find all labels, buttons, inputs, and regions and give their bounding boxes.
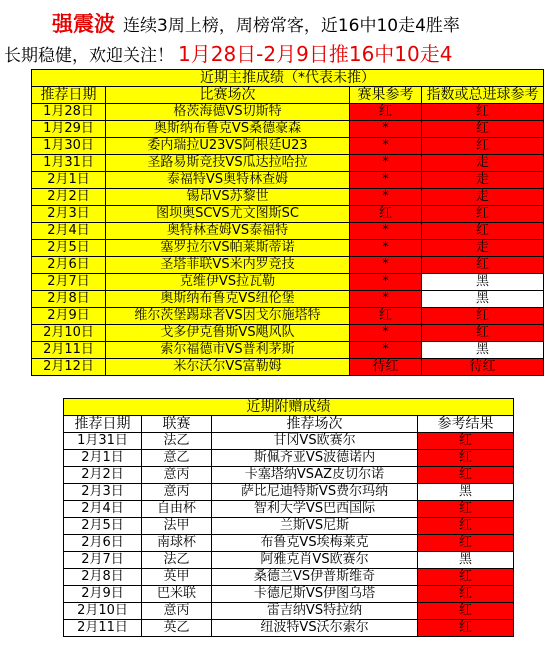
- row-match: 桑德兰VS伊普斯维奇: [212, 569, 418, 586]
- row-match: 卡塞塔纳VSAZ皮切尔诺: [212, 467, 418, 484]
- header-index: 指数或总进球参考: [422, 87, 544, 104]
- row-match: 泰福特VS奥特林查姆: [106, 172, 350, 189]
- row-date: 2月7日: [32, 274, 106, 291]
- table-row: [64, 535, 514, 552]
- row-date: 2月12日: [32, 359, 106, 376]
- table-row: [32, 172, 544, 189]
- row-result: 红: [350, 308, 422, 325]
- row-match: 甘冈VS欧赛尔: [212, 433, 418, 450]
- gift-record-table: [63, 398, 514, 637]
- table-row: [32, 138, 544, 155]
- banner-text-2: 长期稳健，欢迎关注！: [4, 46, 174, 66]
- row-date: 2月1日: [32, 172, 106, 189]
- row-index: 黑: [422, 342, 544, 359]
- row-match: 纽波特VS沃尔索尔: [212, 620, 418, 637]
- expert-name: 强震波: [52, 12, 115, 36]
- table-row: [32, 155, 544, 172]
- table-row: [64, 620, 514, 637]
- table-row: [64, 552, 514, 569]
- row-date: 2月4日: [32, 223, 106, 240]
- row-result: *: [350, 121, 422, 138]
- row-date: 2月4日: [64, 501, 142, 518]
- row-date: 2月6日: [32, 257, 106, 274]
- table-row: [64, 569, 514, 586]
- table-row: [32, 189, 544, 206]
- row-result: 黑: [418, 484, 514, 501]
- row-date: 1月31日: [32, 155, 106, 172]
- row-result: 红: [418, 586, 514, 603]
- row-match: 戈多伊克鲁斯VS飓风队: [106, 325, 350, 342]
- row-league: 意丙: [142, 603, 212, 620]
- table-row: [32, 325, 544, 342]
- row-result: 红: [418, 501, 514, 518]
- header-result: 赛果参考: [350, 87, 422, 104]
- table-row: [32, 308, 544, 325]
- table-row: [64, 433, 514, 450]
- row-date: 2月7日: [64, 552, 142, 569]
- row-index: 红: [422, 257, 544, 274]
- row-date: 2月9日: [64, 586, 142, 603]
- row-match: 克维伊VS拉瓦勒: [106, 274, 350, 291]
- row-match: 维尔茨堡踢球者VS因戈尔施塔特: [106, 308, 350, 325]
- row-match: 兰斯VS尼斯: [212, 518, 418, 535]
- table-row: [64, 467, 514, 484]
- row-result: 红: [418, 518, 514, 535]
- row-result: 待红: [350, 359, 422, 376]
- gift-table-title: 近期附赠成绩: [64, 399, 514, 416]
- row-index: 走: [422, 155, 544, 172]
- header-date: 推荐日期: [32, 87, 106, 104]
- row-result: 红: [350, 104, 422, 121]
- row-index: 红: [422, 104, 544, 121]
- row-match: 索尔福德市VS普利茅斯: [106, 342, 350, 359]
- row-match: 奥斯纳布鲁克VS桑德豪森: [106, 121, 350, 138]
- row-result: *: [350, 291, 422, 308]
- row-match: 米尔沃尔VS富勒姆: [106, 359, 350, 376]
- row-league: 法乙: [142, 433, 212, 450]
- row-index: 红: [422, 121, 544, 138]
- row-result: *: [350, 223, 422, 240]
- row-match: 圣路易斯竞技VS瓜达拉哈拉: [106, 155, 350, 172]
- main-table-title-row: [32, 70, 544, 87]
- row-date: 2月11日: [32, 342, 106, 359]
- banner-line2: [4, 38, 452, 67]
- row-result: *: [350, 138, 422, 155]
- row-result: 红: [418, 450, 514, 467]
- row-league: 巴米联: [142, 586, 212, 603]
- row-date: 2月8日: [32, 291, 106, 308]
- row-match: 奥斯纳布鲁克VS纽伦堡: [106, 291, 350, 308]
- table-row: [32, 104, 544, 121]
- row-date: 2月5日: [32, 240, 106, 257]
- table-row: [32, 257, 544, 274]
- row-league: 法甲: [142, 518, 212, 535]
- row-result: *: [350, 274, 422, 291]
- row-date: 2月3日: [64, 484, 142, 501]
- row-index: 红: [422, 223, 544, 240]
- row-index: 红: [422, 325, 544, 342]
- row-date: 2月10日: [32, 325, 106, 342]
- table-row: [64, 484, 514, 501]
- main-record-table: [31, 69, 544, 376]
- row-league: 自由杯: [142, 501, 212, 518]
- main-table-header-row: [32, 87, 544, 104]
- main-table-title: 近期主推成绩（*代表未推）: [32, 70, 544, 87]
- row-result: *: [350, 257, 422, 274]
- table-row: [32, 240, 544, 257]
- table-row: [32, 223, 544, 240]
- banner: [0, 0, 547, 68]
- row-result: 红: [418, 535, 514, 552]
- row-date: 2月1日: [64, 450, 142, 467]
- banner-text-1: 连续3周上榜，周榜常客，近16中10走4胜率: [123, 16, 460, 36]
- table-row: [32, 274, 544, 291]
- row-result: 红: [350, 206, 422, 223]
- header-match: 比赛场次: [106, 87, 350, 104]
- gift-header-league: 联赛: [142, 416, 212, 433]
- row-match: 格茨海德VS切斯特: [106, 104, 350, 121]
- row-match: 卡德尼斯VS伊图乌塔: [212, 586, 418, 603]
- row-date: 2月2日: [64, 467, 142, 484]
- table-row: [32, 206, 544, 223]
- row-date: 1月30日: [32, 138, 106, 155]
- table-row: [64, 501, 514, 518]
- gift-table-header-row: [64, 416, 514, 433]
- row-match: 圣塔菲联VS米内罗竞技: [106, 257, 350, 274]
- row-match: 委内瑞拉U23VS阿根廷U23: [106, 138, 350, 155]
- row-result: *: [350, 172, 422, 189]
- row-index: 黑: [422, 274, 544, 291]
- table-row: [32, 359, 544, 376]
- row-date: 2月11日: [64, 620, 142, 637]
- table-row: [64, 586, 514, 603]
- row-result: 红: [418, 603, 514, 620]
- row-date: 2月9日: [32, 308, 106, 325]
- table-row: [64, 603, 514, 620]
- row-date: 2月10日: [64, 603, 142, 620]
- table-row: [64, 518, 514, 535]
- row-date: 2月2日: [32, 189, 106, 206]
- row-index: 黑: [422, 291, 544, 308]
- row-league: 英乙: [142, 620, 212, 637]
- gift-table-title-row: [64, 399, 514, 416]
- row-match: 图坝奥SCVS尤文图斯SC: [106, 206, 350, 223]
- row-date: 1月28日: [32, 104, 106, 121]
- row-result: *: [350, 155, 422, 172]
- row-result: *: [350, 325, 422, 342]
- row-index: 走: [422, 240, 544, 257]
- row-date: 2月3日: [32, 206, 106, 223]
- row-match: 萨比尼迪特斯VS费尔玛纳: [212, 484, 418, 501]
- gift-header-match: 推荐场次: [212, 416, 418, 433]
- row-match: 智利大学VS巴西国际: [212, 501, 418, 518]
- row-date: 1月31日: [64, 433, 142, 450]
- row-index: 红: [422, 206, 544, 223]
- row-result: *: [350, 189, 422, 206]
- table-row: [32, 291, 544, 308]
- gift-header-date: 推荐日期: [64, 416, 142, 433]
- row-league: 意乙: [142, 450, 212, 467]
- row-date: 2月5日: [64, 518, 142, 535]
- row-date: 2月6日: [64, 535, 142, 552]
- row-result: 红: [418, 433, 514, 450]
- row-date: 1月29日: [32, 121, 106, 138]
- table-row: [64, 450, 514, 467]
- row-index: 走: [422, 189, 544, 206]
- row-index: 待红: [422, 359, 544, 376]
- row-match: 奥特林查姆VS泰福特: [106, 223, 350, 240]
- row-index: 红: [422, 308, 544, 325]
- row-league: 意丙: [142, 467, 212, 484]
- row-date: 2月8日: [64, 569, 142, 586]
- table-row: [32, 121, 544, 138]
- row-match: 锡昂VS苏黎世: [106, 189, 350, 206]
- row-result: 红: [418, 569, 514, 586]
- row-result: *: [350, 240, 422, 257]
- row-result: *: [350, 342, 422, 359]
- row-match: 斯佩齐亚VS波德诺内: [212, 450, 418, 467]
- banner-line1: [52, 8, 460, 38]
- row-league: 南球杯: [142, 535, 212, 552]
- row-league: 法乙: [142, 552, 212, 569]
- banner-highlight: 1月28日-2月9日推16中10走4: [178, 42, 453, 66]
- row-result: 黑: [418, 552, 514, 569]
- row-match: 雷吉纳VS特拉纳: [212, 603, 418, 620]
- row-result: 红: [418, 620, 514, 637]
- row-index: 走: [422, 172, 544, 189]
- row-league: 意丙: [142, 484, 212, 501]
- row-result: 红: [418, 467, 514, 484]
- row-match: 塞罗拉尔VS帕莱斯蒂诺: [106, 240, 350, 257]
- row-match: 阿雅克肖VS欧赛尔: [212, 552, 418, 569]
- row-match: 布鲁克VS埃梅莱克: [212, 535, 418, 552]
- row-league: 英甲: [142, 569, 212, 586]
- row-index: 红: [422, 138, 544, 155]
- gift-header-result: 参考结果: [418, 416, 514, 433]
- table-row: [32, 342, 544, 359]
